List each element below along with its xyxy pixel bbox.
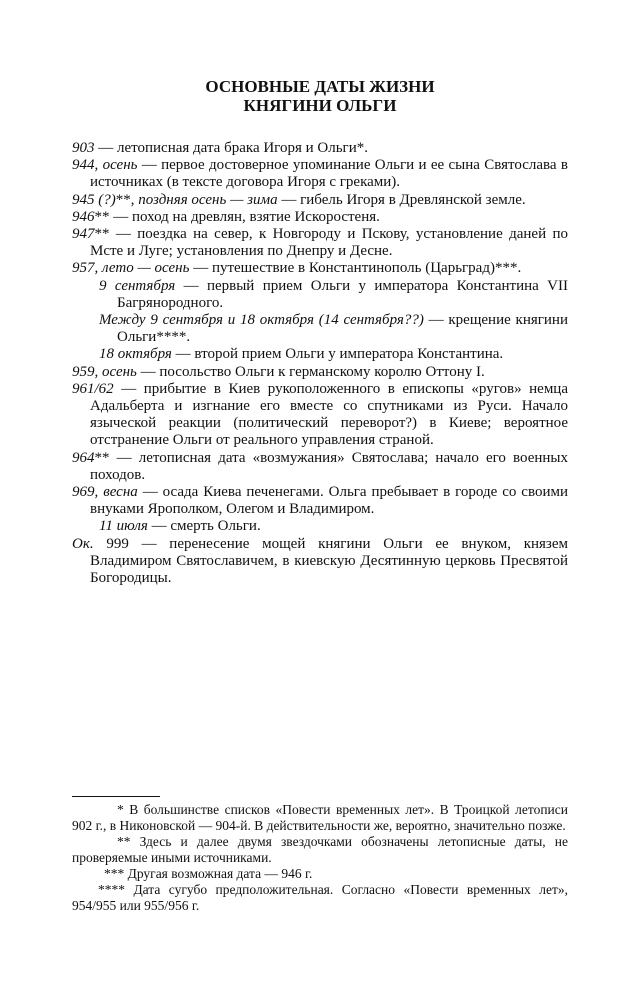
entry-date: поздняя осень — зима	[138, 191, 278, 208]
entry-date: 957, лето — осень	[72, 260, 190, 277]
entry-date: 947	[72, 226, 95, 243]
entry-date: Между 9 сентября и 18 октября (14 сентября??)	[99, 312, 424, 329]
entry-text: — посольство Ольги к германскому королю Оттону I.	[136, 363, 485, 380]
entry-text: ** — поход на древлян, взятие Искоростеня.	[94, 208, 380, 225]
entry-957	[72, 260, 568, 277]
entry-text: — осада Киева печенегами. Ольга пребывает в городе со своими внуками Ярополком, Олегом и Владимиром.	[90, 484, 568, 518]
footnote-4: **** Дата сугубо предположительная. Согласно «Повести временных лет», 954/955 или 955/956 г.	[72, 882, 568, 913]
page-title	[0, 77, 640, 115]
chronology-list	[72, 140, 568, 587]
entry-945	[72, 192, 568, 209]
entry-text: — второй прием Ольги у императора Константина.	[171, 346, 504, 363]
entry-946	[72, 209, 568, 226]
entry-text: — первое достоверное упоминание Ольги и ее сына Святослава в источниках (в тексте договора Игоря с греками).	[90, 157, 568, 191]
entry-date: 969, весна	[72, 484, 138, 501]
footnotes	[72, 802, 568, 914]
entry-944	[72, 157, 568, 191]
entry-date: 18 октября	[99, 346, 172, 363]
entry-957-sep9	[72, 278, 568, 312]
entry-text: — первый прием Ольги у императора Константина VII Багрянородного.	[117, 277, 568, 311]
entry-date: 903	[72, 140, 95, 156]
entry-text: — смерть Ольги.	[147, 518, 261, 535]
entry-text: **,	[115, 191, 139, 208]
entry-text: — крещение княгини Ольги****.	[117, 312, 568, 346]
entry-961	[72, 381, 568, 450]
entry-date: 11 июля	[99, 518, 148, 535]
entry-959	[72, 364, 568, 381]
entry-903	[72, 140, 568, 157]
entry-text: — прибытие в Киев рукоположенного в епископы «ругов» немца Адальберта и изгнание его вместе со спутниками из Руси. Начало языческой реакции (политический переворот?) в Киеве; вероятное отстранение Ольги от реального управления страной.	[90, 380, 568, 449]
entry-999	[72, 536, 568, 588]
entry-text: — летописная дата брака Игоря и Ольги*.	[94, 140, 368, 156]
entry-947	[72, 226, 568, 260]
title-line-1: ОСНОВНЫЕ ДАТЫ ЖИЗНИ	[205, 77, 435, 96]
entry-date: 964	[72, 449, 95, 466]
footnote-2: ** Здесь и далее двумя звездочками обозначены летописные даты, не проверяемые иными источниками.	[72, 834, 568, 865]
footnote-divider	[72, 796, 160, 797]
entry-date: 945 (?)	[72, 191, 116, 208]
entry-date: 946	[72, 208, 95, 225]
entry-text: — путешествие в Константинополь (Царьград)***.	[189, 260, 522, 277]
entry-957-baptism	[72, 312, 568, 346]
entry-957-oct18	[72, 346, 568, 363]
entry-969-death	[72, 518, 568, 535]
title-line-2: КНЯГИНИ ОЛЬГИ	[243, 96, 397, 115]
entry-text: ** — поездка на север, к Новгороду и Пскову, установление даней по Мсте и Луге; установления по Днепру и Десне.	[90, 226, 568, 260]
entry-969	[72, 484, 568, 518]
entry-text: ** — летописная дата «возмужания» Святослава; начало его военных походов.	[90, 449, 568, 483]
footnote-3: *** Другая возможная дата — 946 г.	[104, 866, 313, 881]
entry-text: 999 — перенесение мощей княгини Ольги ее внуком, князем Владимиром Святославичем, в киевскую Десятинную церковь Пресвятой Богородицы.	[90, 535, 568, 587]
entry-date: 961/62	[72, 380, 114, 397]
entry-964	[72, 450, 568, 484]
entry-date: 9 сентября	[99, 277, 176, 294]
entry-text: — гибель Игоря в Древлянской земле.	[277, 191, 526, 208]
entry-date: Ок.	[72, 535, 94, 552]
entry-date: 959, осень	[72, 363, 137, 380]
entry-date: 944, осень	[72, 157, 138, 174]
footnote-1: * В большинстве списков «Повести временных лет». В Троицкой летописи 902 г., в Никоновской — 904-й. В действительности же, вероятно, значительно позже.	[72, 802, 568, 833]
